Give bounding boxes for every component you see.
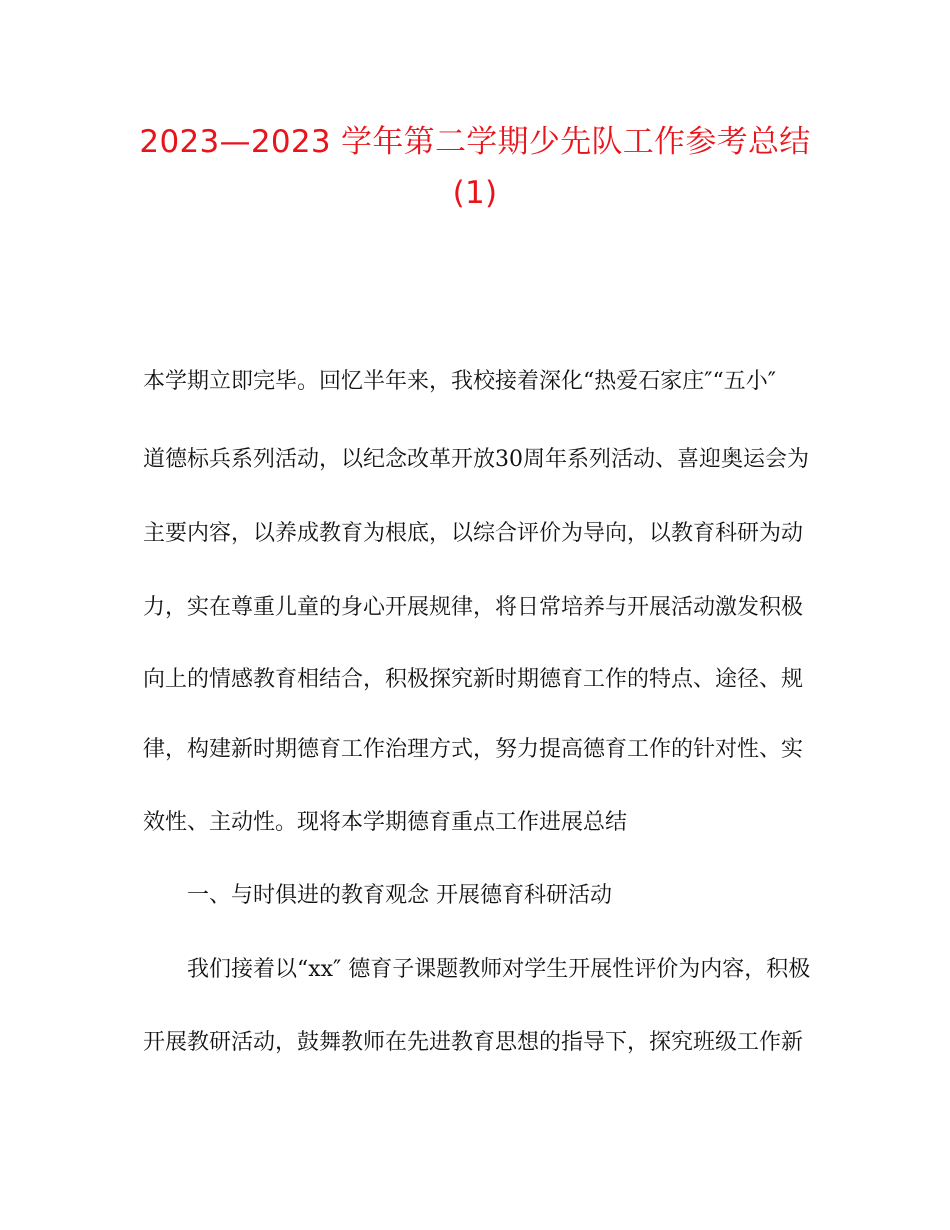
section-heading-1: 一、与时俱进的教育观念 开展德育科研活动 (187, 883, 612, 908)
paragraph-line-9: 开展教研活动，鼓舞教师在先进教育思想的指导下，探究班级工作新 (143, 1030, 804, 1055)
document-title-line-2: (1) (452, 175, 498, 211)
paragraph-line-1: 本学期立即完毕。回忆半年来，我校接着深化“热爱石家庄″“五小″ (143, 369, 776, 394)
paragraph-line-5: 向上的情感教育相结合，积极探究新时期德育工作的特点、途径、规 (143, 667, 804, 692)
paragraph-line-8: 我们接着以“xx″ 德育子课题教师对学生开展性评价为内容，积极 (187, 957, 811, 982)
paragraph-line-2: 道德标兵系列活动，以纪念改革开放30周年系列活动、喜迎奥运会为 (143, 447, 809, 472)
paragraph-line-7: 效性、主动性。现将本学期德育重点工作进展总结 (143, 810, 628, 835)
paragraph-line-4: 力，实在尊重儿童的身心开展规律，将日常培养与开展活动激发积极 (143, 595, 804, 620)
document-title-line-1: 2023—2023 学年第二学期少先队工作参考总结 (139, 124, 811, 160)
paragraph-line-3: 主要内容，以养成教育为根底，以综合评价为导向，以教育科研为动 (143, 521, 804, 546)
paragraph-line-6: 律，构建新时期德育工作治理方式，努力提高德育工作的针对性、实 (143, 737, 804, 762)
